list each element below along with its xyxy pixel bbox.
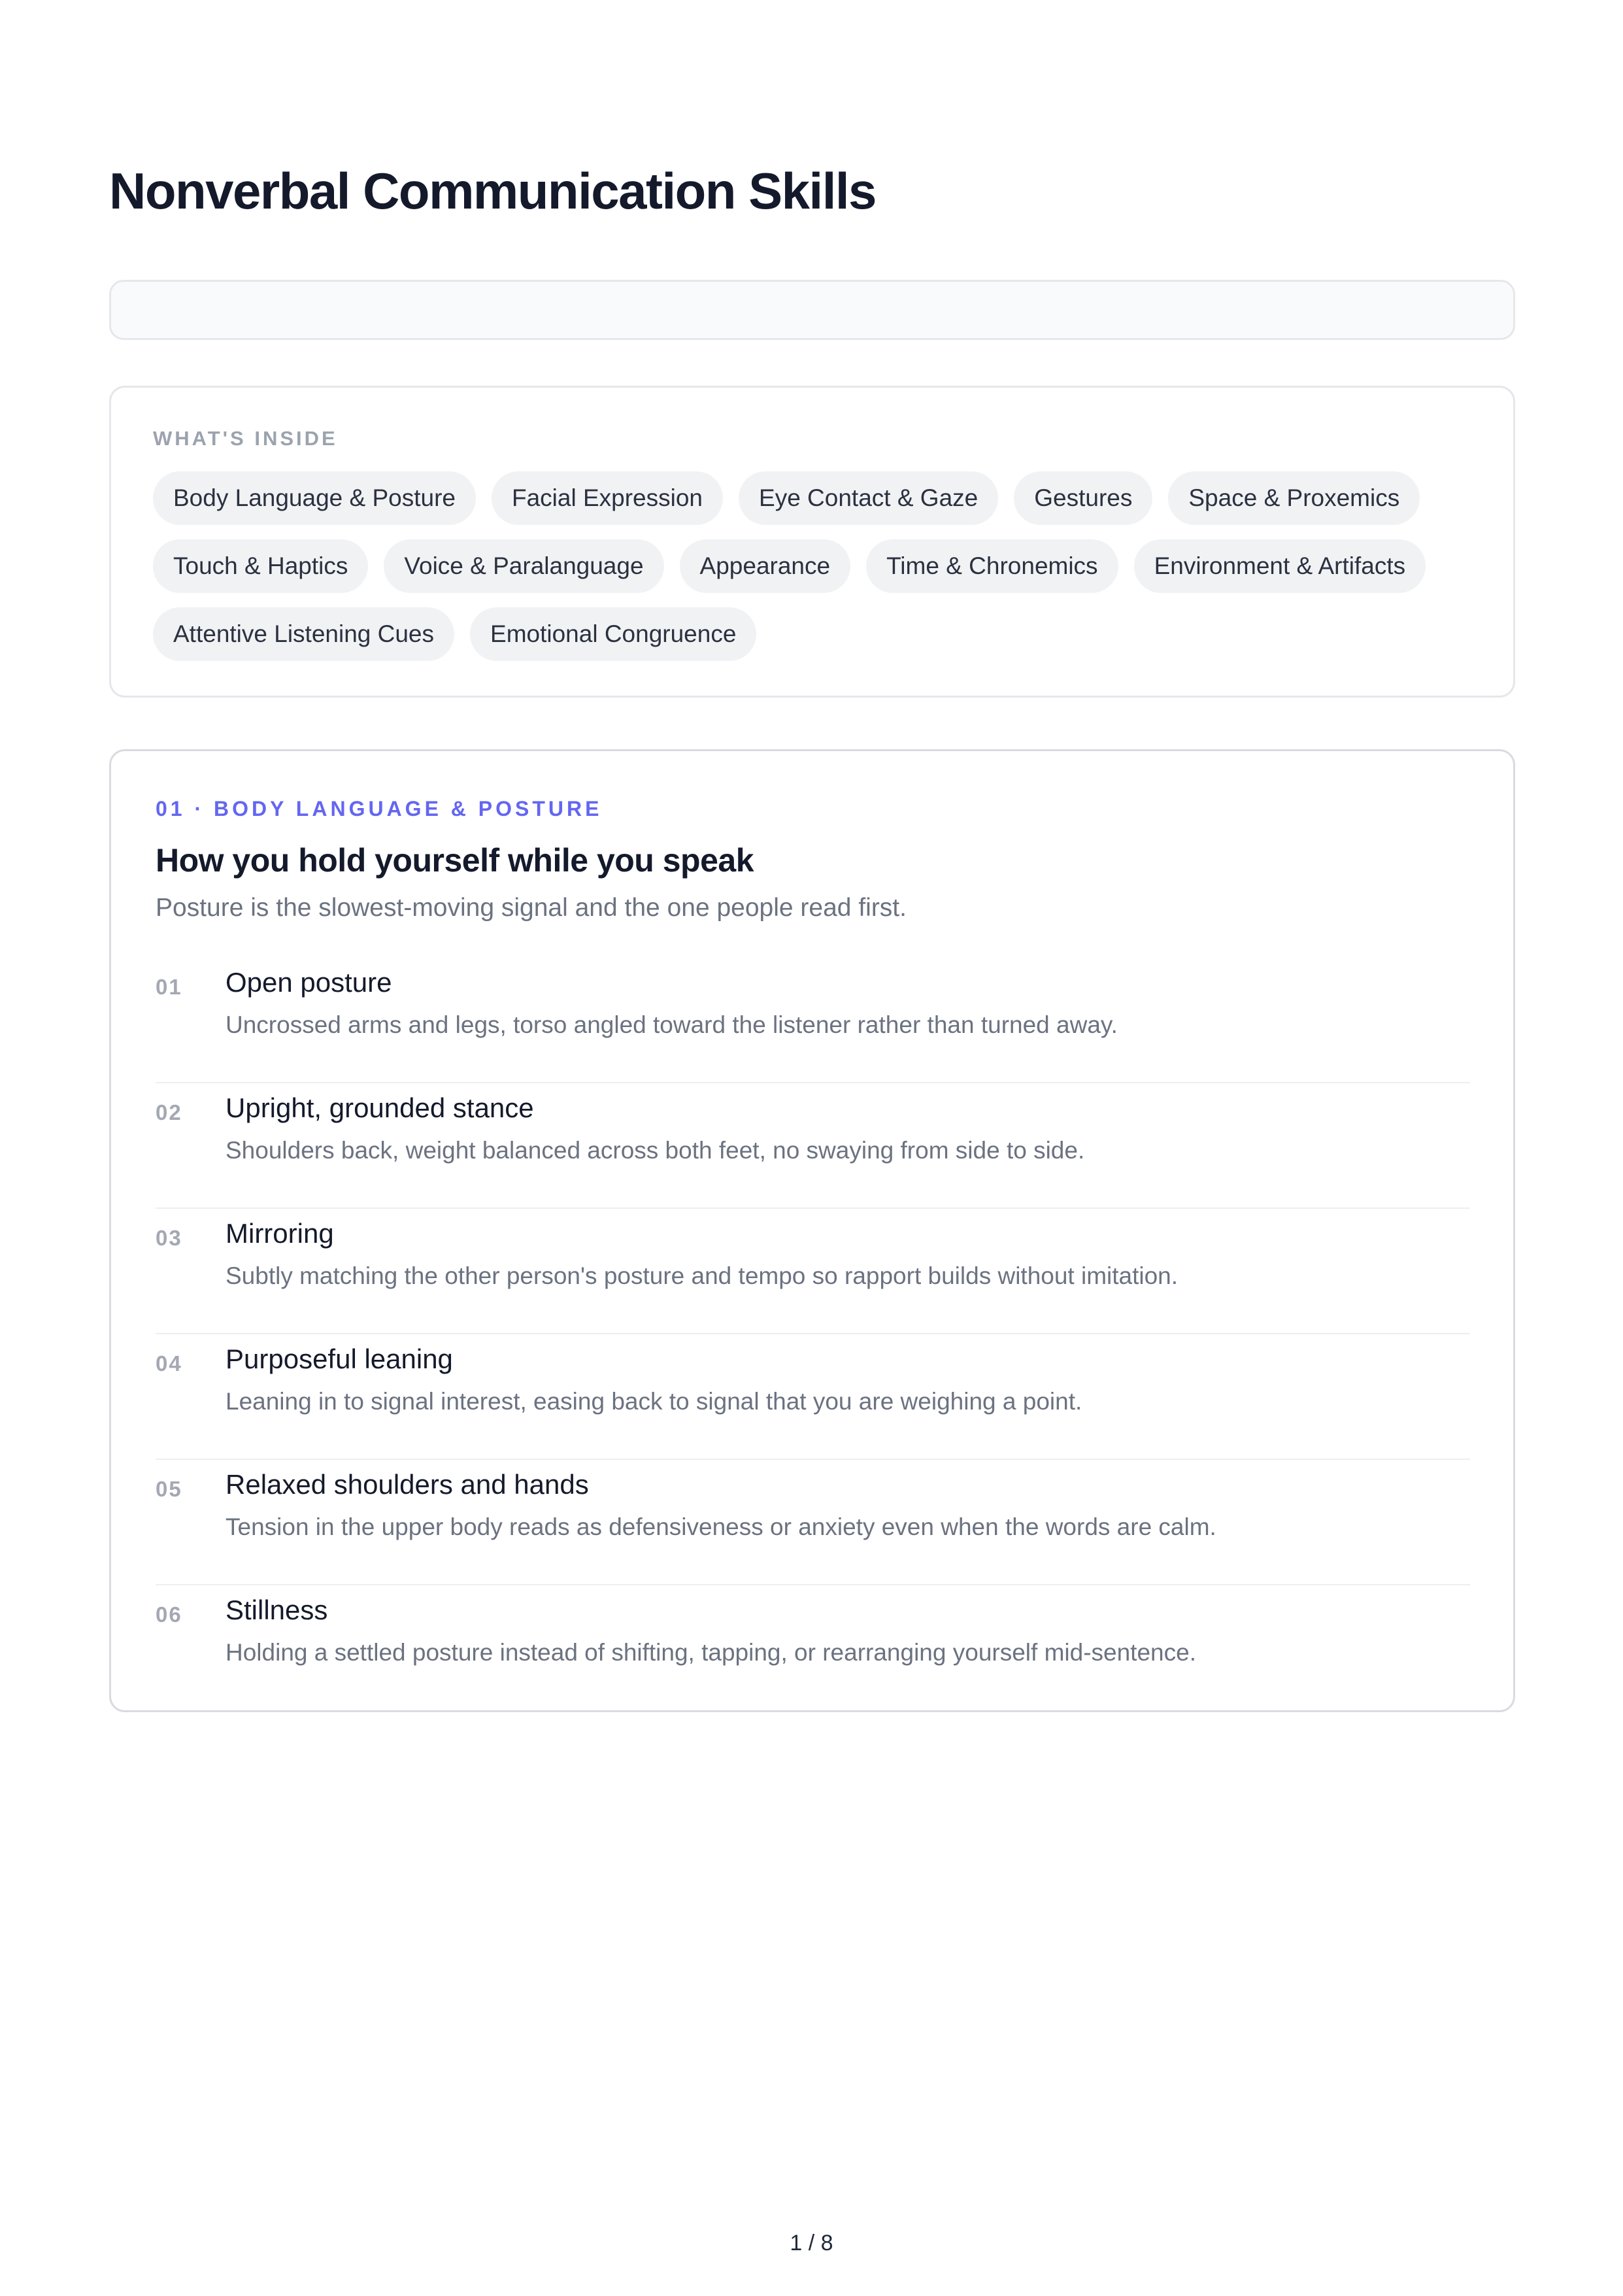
item-description: Holding a settled posture instead of shifting, tapping, or rearranging yourself mid-sentence. bbox=[226, 1639, 1196, 1666]
list-item bbox=[156, 1083, 1470, 1209]
item-description: Uncrossed arms and legs, torso angled toward the listener rather than turned away. bbox=[226, 1011, 1118, 1038]
list-item bbox=[156, 1460, 1470, 1585]
item-title: Stillness bbox=[226, 1595, 328, 1625]
list-item bbox=[156, 1209, 1470, 1334]
section-card bbox=[109, 749, 1515, 1712]
page-number: 1 / 8 bbox=[790, 2231, 833, 2255]
toc-chip-time-chronemics[interactable]: Time & Chronemics bbox=[866, 539, 1118, 593]
item-title: Mirroring bbox=[226, 1218, 334, 1249]
toc-chip-body-language[interactable]: Body Language & Posture bbox=[153, 471, 476, 525]
item-number: 06 bbox=[156, 1602, 182, 1627]
section-eyebrow: 01 · BODY LANGUAGE & POSTURE bbox=[156, 797, 603, 820]
toc-chip-gestures[interactable]: Gestures bbox=[1014, 471, 1152, 525]
item-title: Relaxed shoulders and hands bbox=[226, 1469, 589, 1500]
item-number: 03 bbox=[156, 1226, 182, 1250]
search-bar[interactable] bbox=[109, 280, 1515, 340]
toc-heading: WHAT'S INSIDE bbox=[153, 427, 338, 450]
list-item bbox=[156, 1334, 1470, 1460]
toc-chip-space-proxemics[interactable]: Space & Proxemics bbox=[1168, 471, 1420, 525]
item-number: 01 bbox=[156, 975, 182, 999]
item-description: Tension in the upper body reads as defensiveness or anxiety even when the words are calm. bbox=[226, 1513, 1216, 1540]
toc-chip-touch-haptics[interactable]: Touch & Haptics bbox=[153, 539, 368, 593]
toc-chip-appearance[interactable]: Appearance bbox=[680, 539, 851, 593]
toc-chip-emotional-congruence[interactable]: Emotional Congruence bbox=[470, 607, 756, 661]
toc-chip-facial-expression[interactable]: Facial Expression bbox=[492, 471, 723, 525]
toc-card bbox=[109, 386, 1515, 698]
item-title: Purposeful leaning bbox=[226, 1343, 453, 1374]
item-number: 02 bbox=[156, 1100, 182, 1124]
item-description: Leaning in to signal interest, easing back to signal that you are weighing a point. bbox=[226, 1388, 1082, 1415]
section-subtitle: Posture is the slowest-moving signal and the one people read first. bbox=[156, 894, 907, 922]
item-number: 05 bbox=[156, 1477, 182, 1501]
toc-chip-row bbox=[153, 539, 1426, 593]
list-item bbox=[156, 1585, 1470, 1711]
toc-chip-row bbox=[153, 607, 756, 661]
list-item bbox=[156, 958, 1470, 1083]
item-description: Shoulders back, weight balanced across both feet, no swaying from side to side. bbox=[226, 1137, 1085, 1164]
item-title: Upright, grounded stance bbox=[226, 1092, 534, 1123]
toc-chip-voice-paralanguage[interactable]: Voice & Paralanguage bbox=[384, 539, 663, 593]
page-title: Nonverbal Communication Skills bbox=[109, 162, 876, 220]
section-title: How you hold yourself while you speak bbox=[156, 842, 754, 879]
toc-chip-attentive-listening[interactable]: Attentive Listening Cues bbox=[153, 607, 454, 661]
toc-chip-eye-contact[interactable]: Eye Contact & Gaze bbox=[739, 471, 998, 525]
toc-chip-environment-artifacts[interactable]: Environment & Artifacts bbox=[1134, 539, 1426, 593]
toc-chip-row bbox=[153, 471, 1420, 525]
item-title: Open posture bbox=[226, 967, 392, 998]
item-number: 04 bbox=[156, 1351, 182, 1376]
item-description: Subtly matching the other person's posture and tempo so rapport builds without imitation. bbox=[226, 1262, 1179, 1289]
